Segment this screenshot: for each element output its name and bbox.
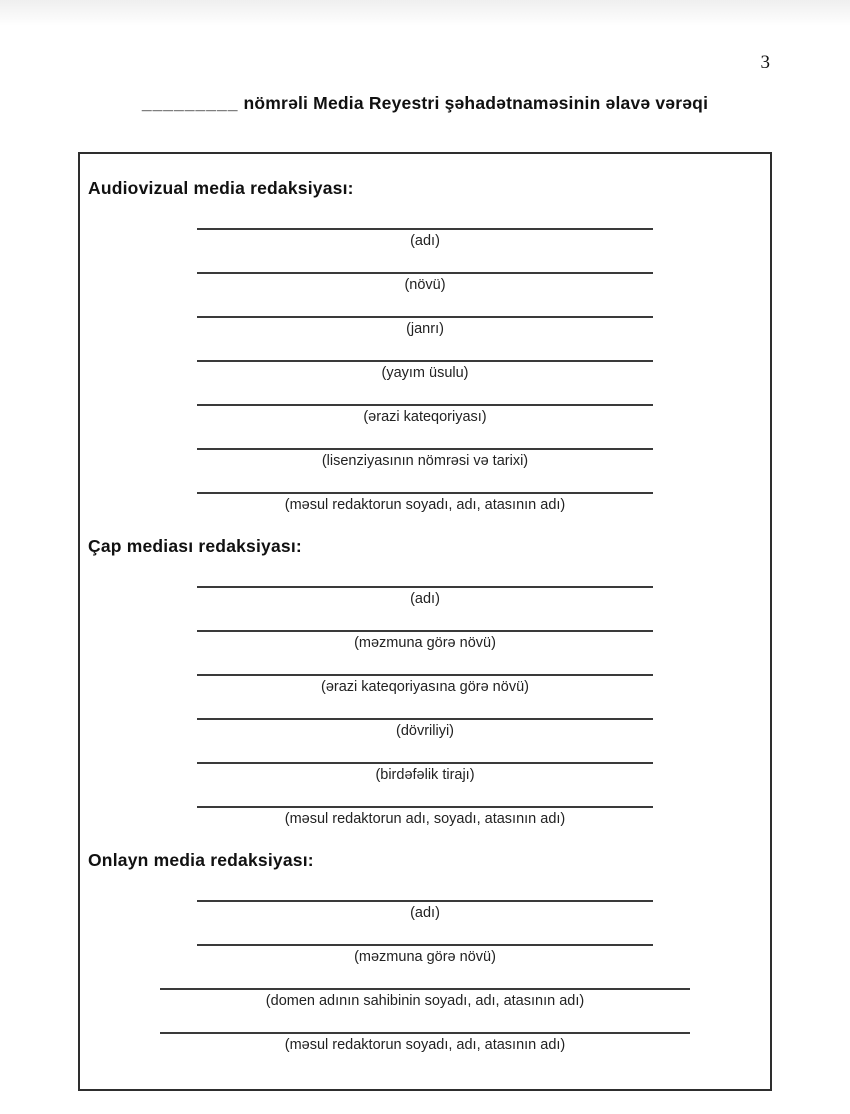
blank-line bbox=[197, 900, 653, 902]
field-label: (domen adının sahibinin soyadı, adı, atasının adı) bbox=[265, 993, 585, 1009]
blank-line bbox=[197, 586, 653, 588]
field-label: (növü) bbox=[404, 277, 446, 293]
form-field bbox=[80, 360, 770, 382]
form-field bbox=[80, 630, 770, 652]
blank-line bbox=[197, 448, 653, 450]
form-field bbox=[80, 900, 770, 922]
blank-line bbox=[197, 718, 653, 720]
form-section bbox=[80, 536, 770, 828]
form-field bbox=[80, 988, 770, 1010]
form-field bbox=[80, 944, 770, 966]
field-label: (ərazi kateqoriyasına görə növü) bbox=[321, 679, 529, 695]
field-label: (ərazi kateqoriyası) bbox=[363, 409, 487, 425]
field-label: (adı) bbox=[410, 905, 440, 921]
document-title bbox=[0, 93, 850, 114]
blank-line bbox=[197, 674, 653, 676]
field-label: (məsul redaktorun adı, soyadı, atasının adı) bbox=[284, 811, 566, 827]
form-box bbox=[78, 152, 772, 1091]
form-section bbox=[80, 178, 770, 514]
blank-line bbox=[160, 1032, 690, 1034]
blank-line bbox=[197, 228, 653, 230]
blank-line bbox=[197, 404, 653, 406]
field-label: (adı) bbox=[410, 591, 440, 607]
form-field bbox=[80, 586, 770, 608]
form-field bbox=[80, 718, 770, 740]
form-field bbox=[80, 316, 770, 338]
blank-line bbox=[197, 316, 653, 318]
blank-line bbox=[160, 988, 690, 990]
field-label: (məzmuna görə növü) bbox=[354, 635, 496, 651]
form-field bbox=[80, 404, 770, 426]
blank-line bbox=[197, 944, 653, 946]
blank-line bbox=[197, 272, 653, 274]
form-field bbox=[80, 674, 770, 696]
certificate-number-blank: _________ bbox=[141, 93, 239, 113]
field-label: (məsul redaktorun soyadı, adı, atasının adı) bbox=[284, 497, 566, 513]
scan-edge-shadow bbox=[0, 0, 850, 26]
form-field bbox=[80, 228, 770, 250]
field-label: (adı) bbox=[410, 233, 440, 249]
form-field bbox=[80, 1032, 770, 1054]
form-field bbox=[80, 762, 770, 784]
form-field bbox=[80, 272, 770, 294]
blank-line bbox=[197, 806, 653, 808]
section-heading: Audiovizual media redaksiyası: bbox=[88, 178, 354, 198]
field-label: (məsul redaktorun soyadı, adı, atasının adı) bbox=[284, 1037, 566, 1053]
field-label: (birdəfəlik tirajı) bbox=[375, 767, 475, 783]
field-label: (yayım üsulu) bbox=[381, 365, 469, 381]
form-field bbox=[80, 448, 770, 470]
section-heading: Çap mediası redaksiyası: bbox=[88, 536, 302, 556]
field-label: (lisenziyasının nömrəsi və tarixi) bbox=[321, 453, 529, 469]
field-label: (məzmuna görə növü) bbox=[354, 949, 496, 965]
section-heading: Onlayn media redaksiyası: bbox=[88, 850, 314, 870]
blank-line bbox=[197, 492, 653, 494]
page-number: 3 bbox=[760, 52, 770, 73]
form-field bbox=[80, 492, 770, 514]
field-label: (dövriliyi) bbox=[396, 723, 454, 739]
document-title-text: nömrəli Media Reyestri şəhadətnaməsinin əlavə vərəqi bbox=[243, 93, 709, 113]
blank-line bbox=[197, 762, 653, 764]
field-label: (janrı) bbox=[406, 321, 444, 337]
blank-line bbox=[197, 360, 653, 362]
form-field bbox=[80, 806, 770, 828]
blank-line bbox=[197, 630, 653, 632]
form-section bbox=[80, 850, 770, 1054]
